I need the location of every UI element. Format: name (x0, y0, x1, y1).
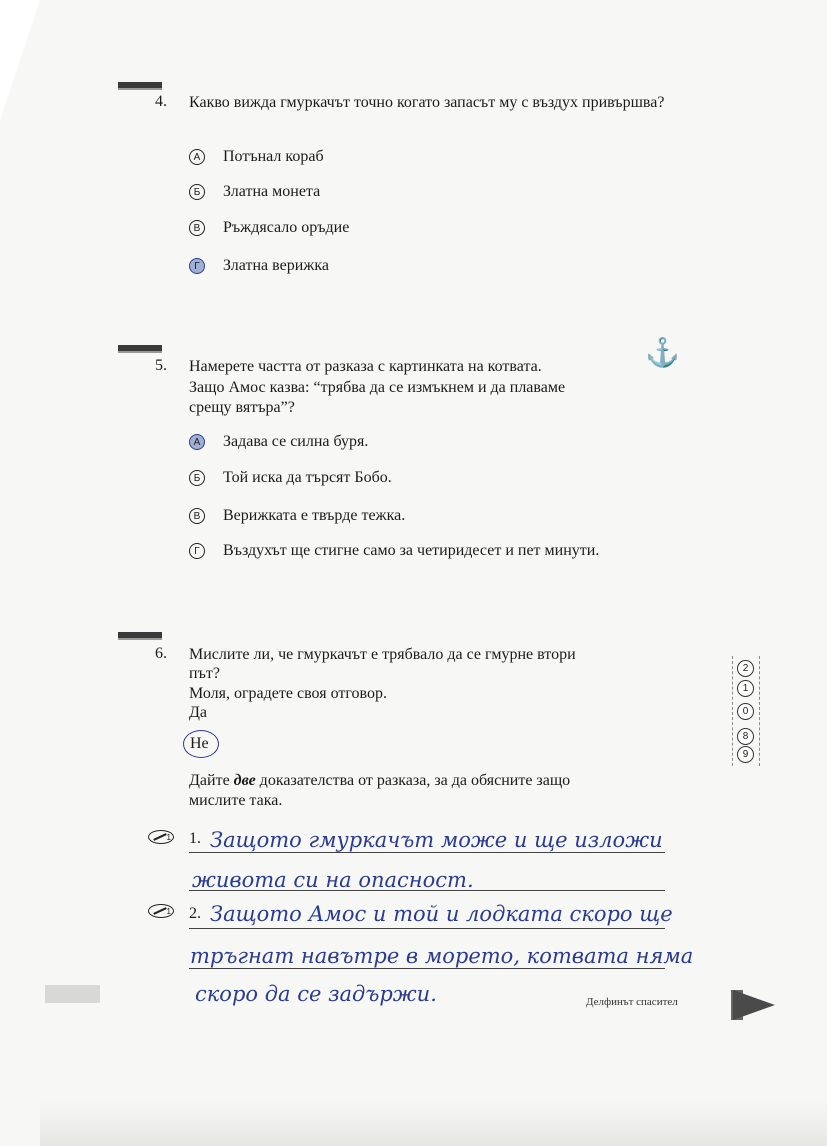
option-c[interactable] (189, 217, 349, 239)
option-letter-circle: Г (189, 543, 205, 559)
option-a[interactable] (189, 146, 324, 168)
question-text: Какво вижда гмуркачът точно когато запасът му с въздух привършва? (189, 94, 665, 111)
option-letter-circle: Б (189, 184, 205, 200)
question-text-line: Мислите ли, че гмуркачът е трябвало да се гмурне втори (189, 646, 576, 663)
question-number: 5. (155, 357, 167, 374)
pen-icon: 1 (148, 830, 174, 844)
option-label: Верижката е твърде тежка. (223, 507, 406, 524)
evidence-prompt (189, 771, 689, 791)
question-number: 6. (155, 645, 167, 662)
answer-number: 2. (189, 905, 201, 922)
pen-icon: 1 (148, 904, 174, 918)
answer-line (189, 890, 665, 891)
option-b[interactable] (189, 181, 320, 203)
anchor-icon: ⚓ (645, 338, 680, 369)
question-text-line: Защо Амос казва: “трябва да се измъкнем и да плаваме (189, 379, 566, 396)
option-d[interactable] (189, 255, 329, 277)
option-label: Задава се силна буря. (223, 433, 369, 450)
handwritten-answer-line: Защото Амос и той и лодката скоро ще (210, 902, 673, 926)
question-marker (118, 632, 162, 638)
evidence-prompt-pre: Дайте (189, 772, 234, 789)
page-shadow (40, 1101, 827, 1146)
option-b[interactable] (189, 467, 392, 489)
option-letter-circle: А (189, 149, 205, 165)
score-scale (732, 656, 760, 766)
handwritten-answer-line: живота си на опасност. (192, 868, 474, 892)
scan-smudge (45, 985, 100, 1003)
score-option[interactable]: 9 (737, 746, 754, 763)
question-marker (118, 82, 162, 88)
choice-yes[interactable]: Да (189, 704, 208, 721)
handwritten-answer-line: скоро да се задържи. (195, 982, 437, 1006)
question-marker (118, 345, 162, 351)
instruction-text: Моля, оградете своя отговор. (189, 685, 387, 702)
score-option[interactable]: 2 (737, 660, 754, 677)
option-label: Златна монета (223, 183, 321, 200)
next-arrow-icon (733, 990, 775, 1020)
question-text-line: път? (189, 665, 220, 682)
option-label: Потънал кораб (223, 148, 324, 165)
evidence-prompt-bold: две (233, 772, 256, 789)
option-letter-circle: В (189, 508, 205, 524)
question-number: 4. (155, 93, 167, 110)
option-label: Ръждясало оръдие (223, 219, 350, 236)
option-letter-circle: Б (189, 470, 205, 486)
question-text-line: Намерете частта от разказа с картинката на котвата. (189, 358, 542, 375)
option-label: Златна верижка (223, 257, 329, 274)
option-label: Той иска да търсят Бобо. (223, 469, 392, 486)
answer-line (189, 968, 665, 969)
folded-corner (0, 0, 40, 120)
option-label: Въздухът ще стигне само за четиридесет и пет минути. (223, 542, 600, 559)
choice-no[interactable]: Не (190, 735, 209, 752)
answer-line (189, 928, 665, 929)
option-d[interactable] (189, 540, 599, 562)
footer-title: Делфинът спасител (586, 996, 678, 1008)
answer-number: 1. (189, 830, 201, 847)
handwritten-answer-line: тръгнат навътре в морето, котвата няма (190, 944, 694, 968)
handwritten-answer-line: Защото гмуркачът може и ще изложи (210, 828, 663, 852)
answer-line (189, 852, 665, 853)
evidence-prompt-post: доказателства от разказа, за да обясните защо (255, 772, 571, 789)
evidence-prompt-line2: мислите така. (189, 792, 283, 809)
score-option[interactable]: 8 (737, 728, 754, 745)
option-letter-circle: В (189, 220, 205, 236)
question-text-line: срещу вятъра”? (189, 399, 295, 416)
option-letter-circle-marked: Г (189, 258, 205, 274)
score-option[interactable]: 1 (737, 680, 754, 697)
option-a[interactable] (189, 431, 368, 453)
option-letter-circle-marked: А (189, 434, 205, 450)
score-option[interactable]: 0 (737, 703, 754, 720)
option-c[interactable] (189, 505, 405, 527)
